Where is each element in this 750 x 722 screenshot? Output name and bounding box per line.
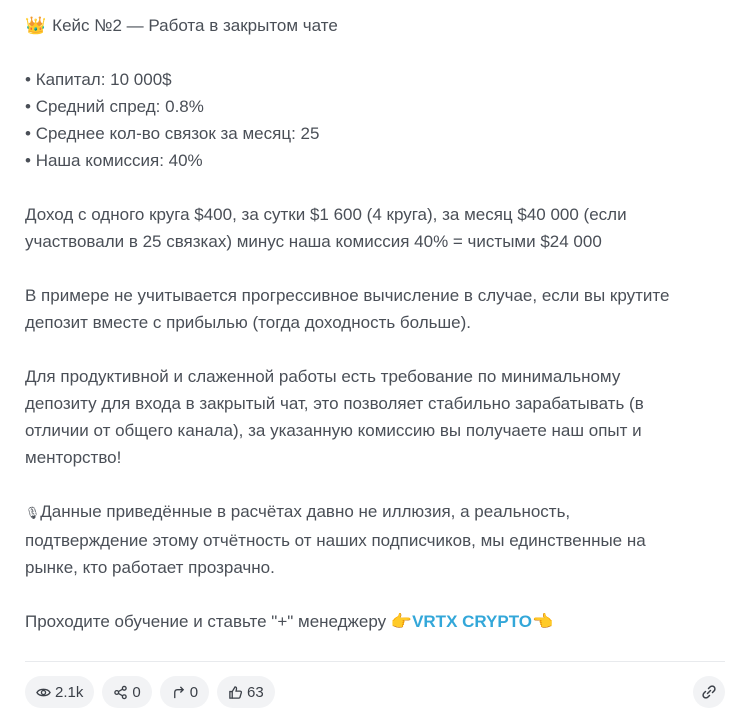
post-body bbox=[25, 12, 715, 635]
likes-count: 63 bbox=[247, 683, 264, 701]
requirement-line: депозиту для входа в закрытый чат, это позволяет стабильно зарабатывать (в bbox=[25, 394, 644, 413]
views-counter[interactable] bbox=[25, 676, 94, 708]
income-line: участвовали в 25 связках) минус наша комиссия 40% = чистыми $24 000 bbox=[25, 232, 602, 251]
proof-line: 🎙Данные приведённые в расчётах давно не иллюзия, а реальность, bbox=[25, 502, 571, 521]
post-stats bbox=[25, 676, 275, 708]
requirement-line: менторство! bbox=[25, 448, 122, 467]
pointing-left-icon: 👈 bbox=[532, 612, 554, 631]
vrtx-crypto-link[interactable]: VRTX CRYPTO bbox=[412, 612, 533, 631]
income-line: Доход с одного круга $400, за сутки $1 600 (4 круга), за месяц $40 000 (если bbox=[25, 205, 627, 224]
divider bbox=[25, 661, 725, 662]
repost-arrow-icon bbox=[171, 685, 186, 700]
proof-line: рынке, кто работает прозрачно. bbox=[25, 558, 275, 577]
example-line: В примере не учитывается прогрессивное вычисление в случае, если вы крутите bbox=[25, 286, 670, 305]
copy-link-button[interactable] bbox=[693, 676, 725, 708]
post-title bbox=[25, 12, 715, 39]
requirement-line: Для продуктивной и слаженной работы есть требование по минимальному bbox=[25, 367, 621, 386]
shares-count: 0 bbox=[132, 683, 141, 701]
post-title-text: Кейс №2 — Работа в закрытом чате bbox=[52, 16, 338, 35]
requirement-line: отличии от общего канала), за указанную комиссию вы получаете наш опыт и bbox=[25, 421, 642, 440]
views-count: 2.1k bbox=[55, 683, 84, 701]
link-icon bbox=[701, 684, 717, 700]
bullet-commission: • Наша комиссия: 40% bbox=[25, 147, 715, 174]
bullet-spread: • Средний спред: 0.8% bbox=[25, 93, 715, 120]
bullet-capital: • Капитал: 10 000$ bbox=[25, 66, 715, 93]
cta-text: Проходите обучение и ставьте "+" менеджеру bbox=[25, 612, 387, 631]
eye-icon bbox=[36, 685, 51, 700]
bullet-deals: • Среднее кол-во связок за месяц: 25 bbox=[25, 120, 715, 147]
cta-line bbox=[25, 608, 715, 635]
repost-counter[interactable] bbox=[160, 676, 209, 708]
share-nodes-icon bbox=[113, 685, 128, 700]
pointing-right-icon: 👉 bbox=[390, 612, 413, 631]
share-counter[interactable] bbox=[102, 676, 151, 708]
proof-line: подтверждение этому отчётность от наших подписчиков, мы единственные на bbox=[25, 531, 646, 550]
like-button[interactable] bbox=[217, 676, 275, 708]
reposts-count: 0 bbox=[189, 683, 199, 701]
microphone-icon: 🎙 bbox=[25, 506, 41, 520]
crown-icon: 👑 bbox=[25, 16, 47, 35]
thumbs-up-icon bbox=[228, 685, 243, 700]
example-line: депозит вместе с прибылью (тогда доходность больше). bbox=[25, 313, 472, 332]
